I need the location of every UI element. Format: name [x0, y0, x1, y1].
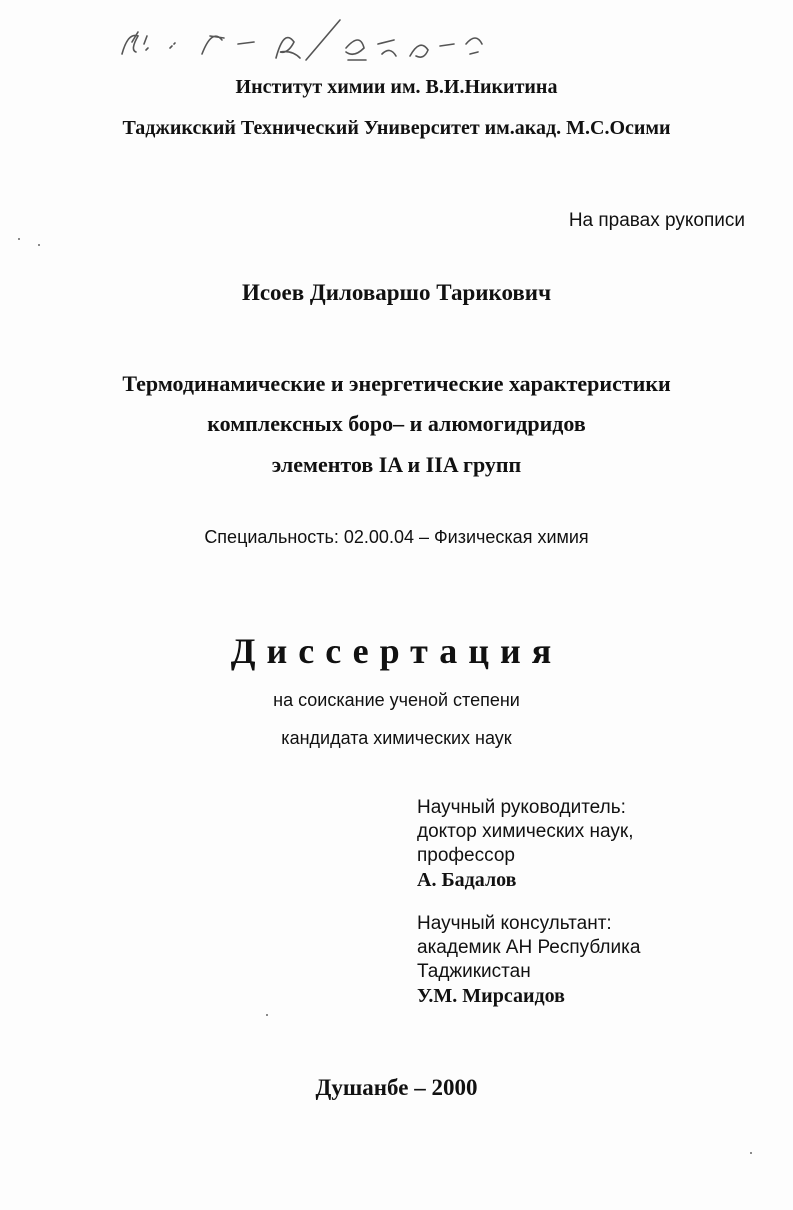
author-name: Исоев Диловаршо Тарикович — [241, 280, 552, 305]
scan-speck — [750, 1152, 752, 1154]
supervisor-name: А. Бадалов — [417, 869, 517, 891]
manuscript-note: На правах рукописи — [568, 210, 745, 231]
place-and-year: Душанбе – 2000 — [315, 1075, 478, 1100]
consultant-title-line-1: академик АН Республика — [417, 937, 641, 958]
supervisor-title-line-2: профессор — [417, 845, 515, 866]
scan-speck — [38, 244, 40, 246]
scan-speck — [18, 238, 20, 240]
scan-speck — [266, 1014, 268, 1016]
consultant-role: Научный консультант: — [417, 913, 612, 934]
consultant-block — [417, 912, 640, 1008]
institution-line-1: Институт химии им. В.И.Никитина — [235, 76, 558, 98]
institution-line-2: Таджикский Технический Университет им.акад. М.С.Осими — [122, 117, 671, 139]
supervisor-block — [417, 796, 633, 892]
consultant-name: У.М. Мирсаидов — [417, 985, 565, 1007]
supervisor-title-line-1: доктор химических наук, — [417, 821, 634, 842]
document-type-heading: Диссертация — [230, 631, 563, 671]
degree-line-1: на соискание ученой степени — [273, 690, 520, 710]
thesis-title-line-2: комплексных боро– и алюмогидридов — [207, 411, 586, 436]
thesis-title-line-3: элементов IA и IIA групп — [271, 452, 522, 477]
handwritten-archive-mark — [110, 14, 530, 76]
thesis-title-line-1: Термодинамические и энергетические характеристики — [122, 371, 671, 396]
specialty-line: Специальность: 02.00.04 – Физическая химия — [204, 527, 589, 547]
supervisor-role: Научный руководитель: — [417, 797, 626, 818]
consultant-title-line-2: Таджикистан — [417, 961, 531, 982]
degree-line-2: кандидата химических наук — [281, 728, 512, 748]
